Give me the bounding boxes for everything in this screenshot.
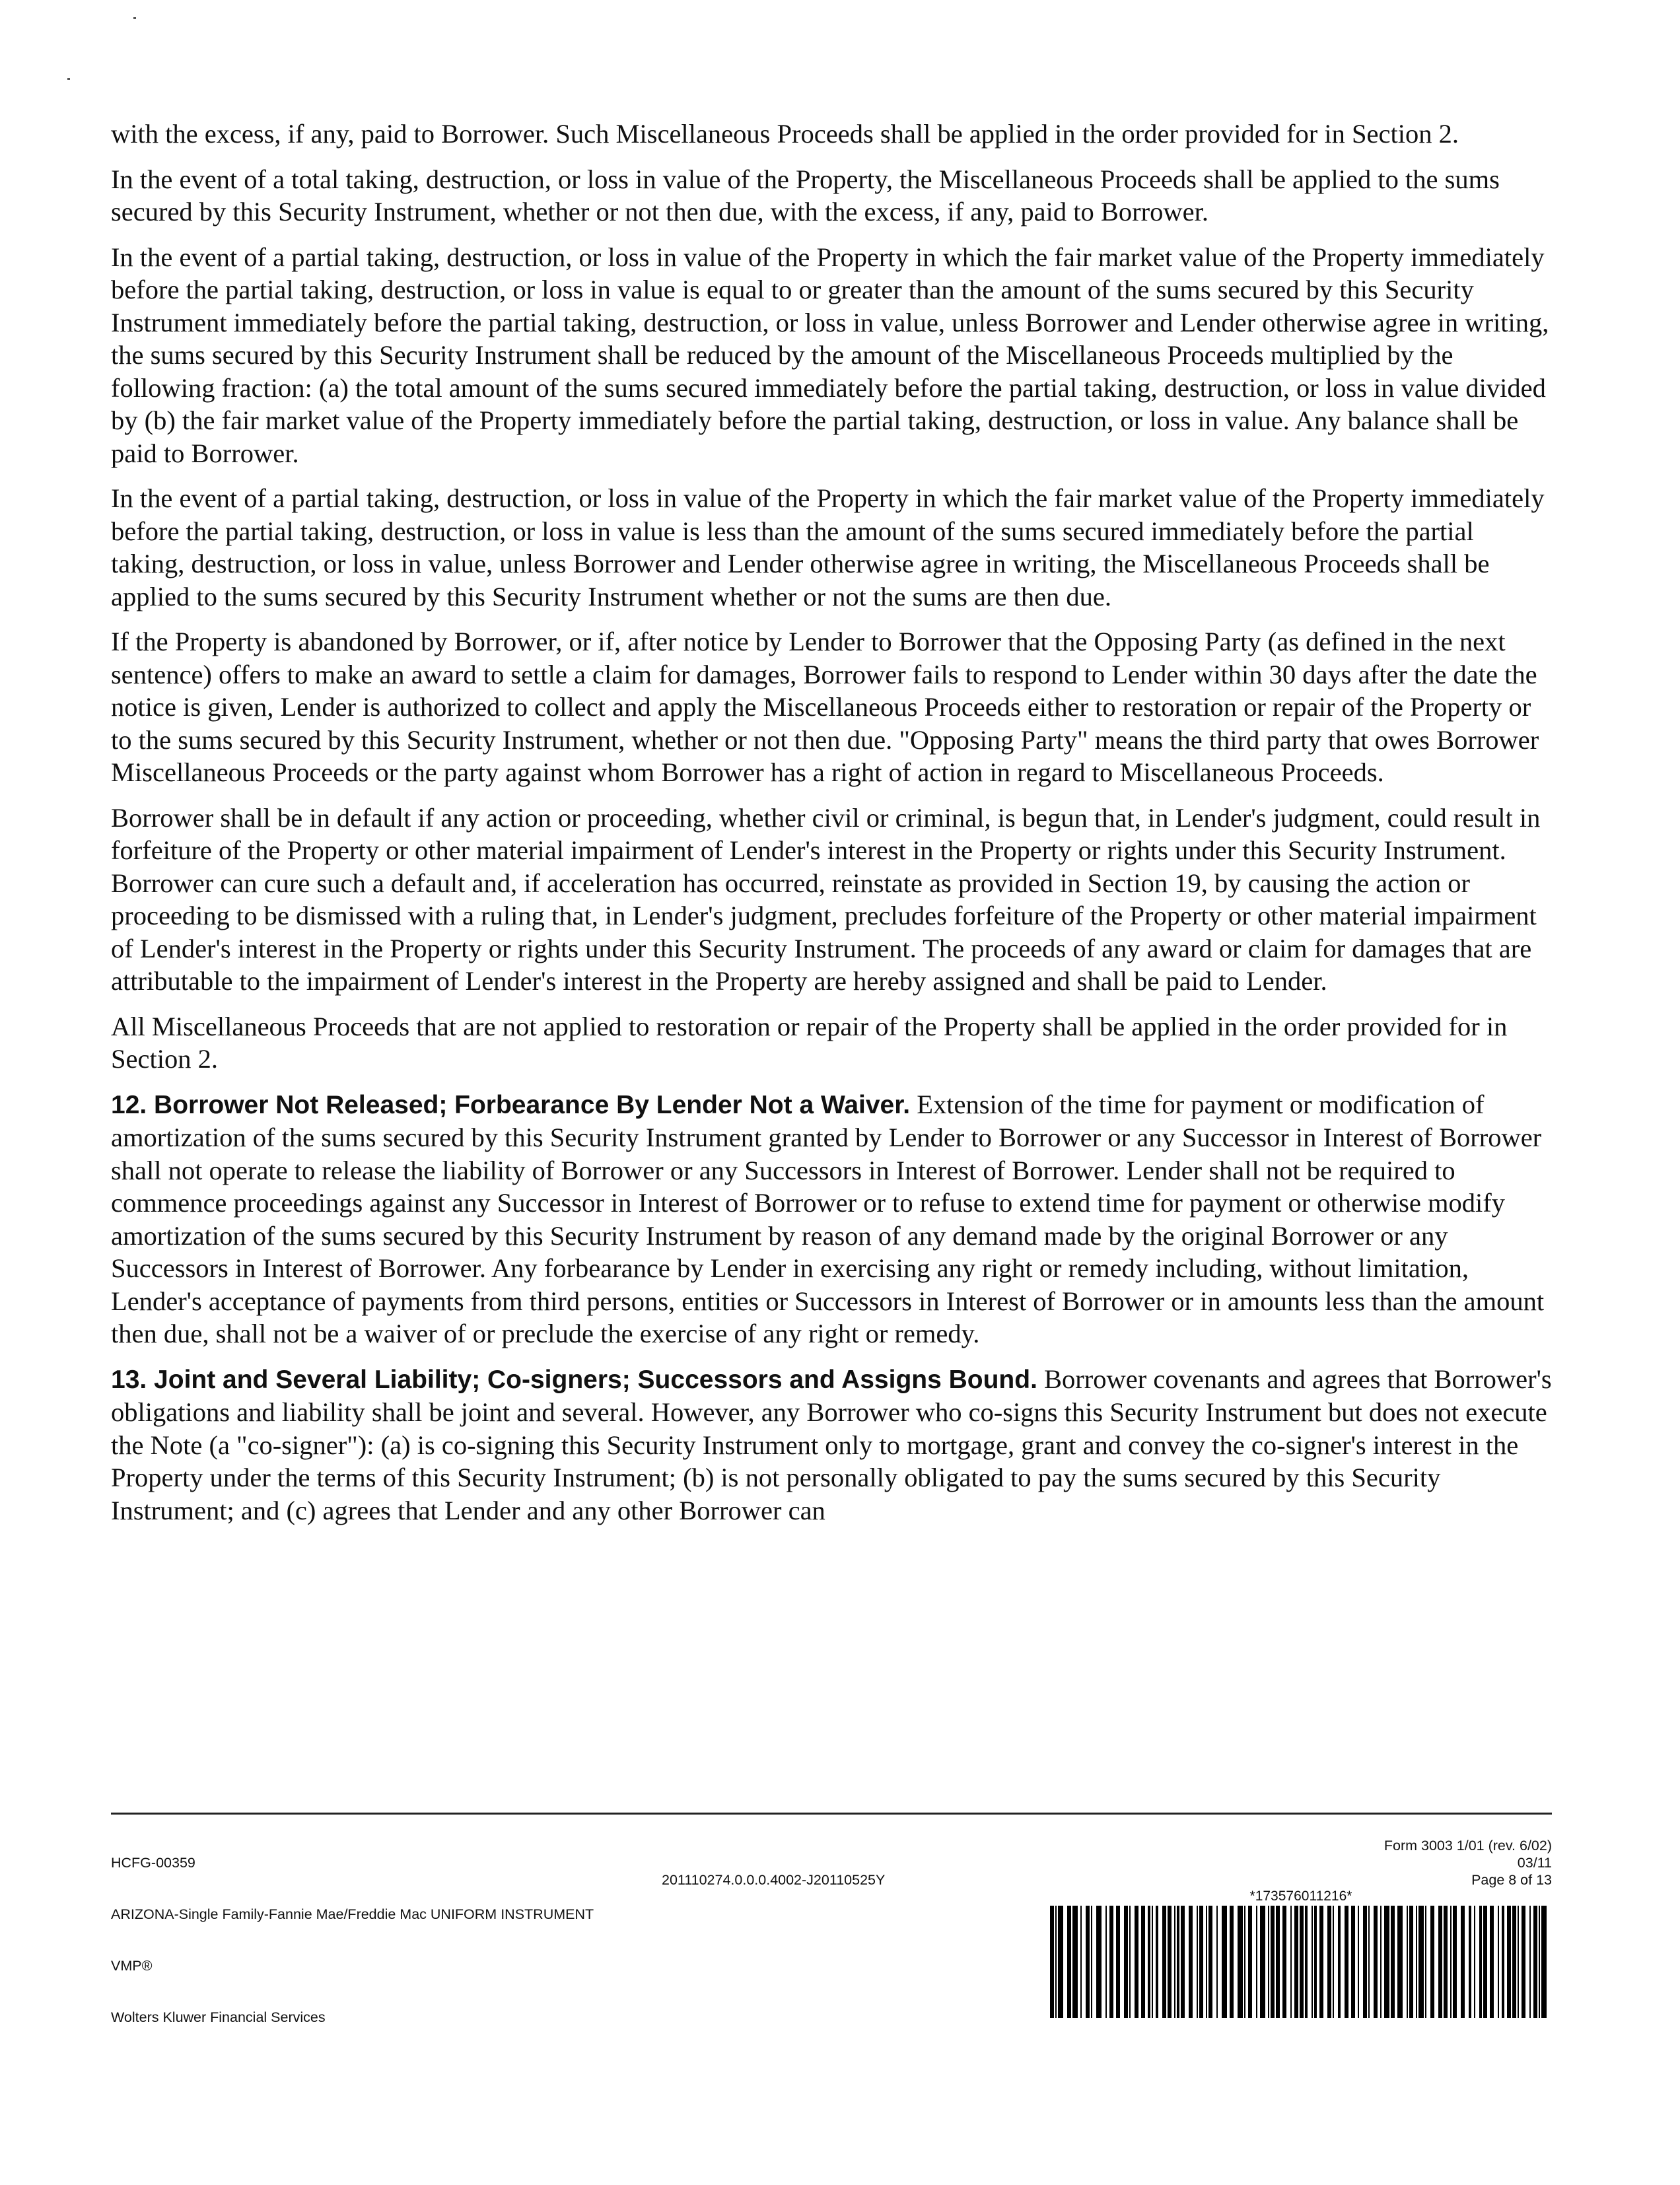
- barcode-bar: [1338, 1906, 1341, 2018]
- barcode-bar: [1216, 1906, 1218, 2018]
- barcode-bar: [1518, 1906, 1519, 2018]
- barcode-bar: [1276, 1906, 1280, 2018]
- barcode-bar: [1512, 1906, 1516, 2018]
- barcode-bar: [1319, 1906, 1323, 2018]
- paragraph: with the excess, if any, paid to Borrower. Such Miscellaneous Proceeds shall be applied in the order provided for in Section 2.: [111, 119, 1459, 149]
- section-13-title: 13. Joint and Several Liability; Co-signers; Successors and Assigns Bound.: [111, 1365, 1037, 1394]
- barcode-bar: [1391, 1906, 1395, 2018]
- barcode-bar: [1282, 1906, 1286, 2018]
- barcode-bar: [1300, 1906, 1304, 2018]
- barcode-bar: [1418, 1906, 1424, 2018]
- document-id: 201110274.0.0.0.4002-J20110525Y: [662, 1872, 886, 1888]
- paragraph: Borrower shall be in default if any action or proceeding, whether civil or criminal, is begun that, in Lender's judgment, could result in forfeiture of the Property or other material impairment of Lender's interest in the Property or rights under this Security Instrument. Borrower can cure such a default and, if acceleration has occurred, reinstate as provided in Section 19, by causing the action or proceeding to be dismissed with a ruling that, in Lender's judgment, precludes forfeiture of the Property or other material impairment of Lender's interest in the Property or rights under this Security Instrument. The proceeds of any award or claim for damages that are attributable to the impairment of Lender's interest in the Property are hereby assigned and shall be paid to Lender.: [111, 802, 1541, 996]
- barcode-bar: [1438, 1906, 1442, 2018]
- barcode-bar: [1416, 1906, 1417, 2018]
- footer-right: [1384, 1837, 1552, 1889]
- barcode-bar: [1529, 1906, 1531, 2018]
- barcode-bar: [1096, 1906, 1102, 2018]
- barcode-bar: [1256, 1906, 1257, 2018]
- barcode-bar: [1222, 1906, 1227, 2018]
- barcode-bar: [1230, 1906, 1234, 2018]
- barcode-bar: [1177, 1906, 1179, 2018]
- barcode-bar: [1522, 1906, 1525, 2018]
- barcode-bar: [1498, 1906, 1499, 2018]
- barcode-bar: [1086, 1906, 1090, 2018]
- barcode-bar: [1116, 1906, 1120, 2018]
- barcode-bar: [1238, 1906, 1243, 2018]
- paragraph: In the event of a partial taking, destruction, or loss in value of the Property in which the fair market value of the Property immediately before the partial taking, destruction, or loss in value is equal to or greater than the amount of the sums secured by this Security Instrument immediately before the partial taking, destruction, or loss in value, unless Borrower and Lender otherwise agree in writing, the sums secured by this Security Instrument shall be reduced by the amount of the Miscellaneous Proceeds multiplied by the following fraction: (a) the total amount of the sums secured immediately before the partial taking, destruction, or loss in value divided by (b) the fair market value of the Property immediately before the partial taking, destruction, or loss in value. Any balance shall be paid to Borrower.: [111, 242, 1549, 468]
- page-number: Page 8 of 13: [1471, 1872, 1552, 1888]
- barcode-bar: [1368, 1906, 1370, 2018]
- barcode-bar: [1058, 1906, 1063, 2018]
- barcode-bar: [1152, 1906, 1153, 2018]
- document-body: [111, 118, 1552, 1539]
- barcode-bar: [1129, 1906, 1131, 2018]
- barcode-bar: [1067, 1906, 1071, 2018]
- barcode-bar: [1502, 1906, 1504, 2018]
- barcode-bar: [1397, 1906, 1403, 2018]
- barcode-bar: [1469, 1906, 1471, 2018]
- barcode-bar: [1444, 1906, 1448, 2018]
- barcode-bar: [1425, 1906, 1426, 2018]
- barcode-bar: [1290, 1906, 1292, 2018]
- barcode-bar: [1407, 1906, 1408, 2018]
- barcode-bar: [1479, 1906, 1482, 2018]
- barcode-bar: [1327, 1906, 1331, 2018]
- barcode-bar: [1181, 1906, 1185, 2018]
- barcode-bar: [1333, 1906, 1334, 2018]
- barcode-bar: [1453, 1906, 1457, 2018]
- barcode-bar: [1055, 1906, 1057, 2018]
- barcode-bar: [1268, 1906, 1269, 2018]
- scan-speck: [133, 17, 136, 19]
- barcode-bar: [1358, 1906, 1359, 2018]
- barcode-bar: [1141, 1906, 1145, 2018]
- section-13-text: Borrower covenants and agrees that Borrower's obligations and liability shall be joint and several. However, any Borrower who co-signs this Security Instrument but does not execute the Note (a "co-signer"): (a) is co-signing this Security Instrument only to mortgage, grant and convey the co-signer's interest in the Property under the terms of this Security Instrument; (b) is not personally obligated to pay the sums secured by this Security Instrument; and (c) agrees that Lender and any other Borrower can: [111, 1364, 1552, 1525]
- barcode-bar: [1080, 1906, 1082, 2018]
- barcode-bar: [1072, 1906, 1078, 2018]
- barcode-bar: [1461, 1906, 1465, 2018]
- barcode-bar: [1260, 1906, 1265, 2018]
- barcode-bar: [1135, 1906, 1138, 2018]
- barcode-bar: [1312, 1906, 1313, 2018]
- barcode-bar: [1345, 1906, 1348, 2018]
- paragraph: In the event of a partial taking, destruction, or loss in value of the Property in which the fair market value of the Property immediately before the partial taking, destruction, or loss in value is less than the amount of the sums secured immediately before the partial taking, destruction, or loss in value, unless Borrower and Lender otherwise agree in writing, the Miscellaneous Proceeds shall be applied to the sums secured by this Security Instrument whether or not the sums are then due.: [111, 483, 1545, 611]
- barcode-bar: [1199, 1906, 1203, 2018]
- barcode-bar: [1374, 1906, 1378, 2018]
- barcode-bar: [1248, 1906, 1252, 2018]
- barcode-bar: [1105, 1906, 1107, 2018]
- barcode-bar: [1206, 1906, 1207, 2018]
- barcode-bar: [1539, 1906, 1540, 2018]
- barcode-bar: [1244, 1906, 1245, 2018]
- footer-divider: [111, 1813, 1552, 1815]
- paragraph: If the Property is abandoned by Borrower, or if, after notice by Lender to Borrower that the Opposing Party (as defined in the next sentence) offers to make an award to settle a claim for damages, Borrower fails to respond to Lender within 30 days after the date the notice is given, Lender is authorized to collect and apply the Miscellaneous Proceeds either to restoration or repair of the Property or to the sums secured by this Security Instrument, whether or not then due. "Opposing Party" means the third party that owes Borrower Miscellaneous Proceeds or the party against whom Borrower has a right of action in regard to Miscellaneous Proceeds.: [111, 627, 1539, 787]
- section-12-title: 12. Borrower Not Released; Forbearance By Lender Not a Waiver.: [111, 1090, 911, 1119]
- barcode-bar: [1050, 1906, 1054, 2018]
- barcode-bar: [1124, 1906, 1128, 2018]
- barcode-bar: [1533, 1906, 1537, 2018]
- barcode-bar: [1174, 1906, 1175, 2018]
- paragraph: In the event of a total taking, destruction, or loss in value of the Property, the Miscellaneous Proceeds shall be applied to the sums secured by this Security Instrument, whether or not then due, with the excess, if any, paid to Borrower.: [111, 164, 1500, 226]
- barcode-bar: [1409, 1906, 1413, 2018]
- barcode-bar: [1109, 1906, 1113, 2018]
- barcode-bar: [1363, 1906, 1367, 2018]
- barcode-bar: [1091, 1906, 1092, 2018]
- barcode-bars: [1050, 1906, 1552, 2018]
- barcode-number: *173576011216*: [1249, 1889, 1352, 1904]
- barcode-bar: [1507, 1906, 1511, 2018]
- barcode-bar: [1384, 1906, 1389, 2018]
- barcode-bar: [1430, 1906, 1434, 2018]
- barcode-bar: [1474, 1906, 1475, 2018]
- barcode-bar: [1162, 1906, 1166, 2018]
- barcode-bar: [1294, 1906, 1298, 2018]
- barcode-bar: [1156, 1906, 1158, 2018]
- barcode-bar: [1351, 1906, 1355, 2018]
- vmp-mark: VMP®: [111, 1958, 153, 1974]
- paragraph: All Miscellaneous Proceeds that are not applied to restoration or repair of the Property shall be applied in the order provided for in Section 2.: [111, 1011, 1508, 1074]
- barcode-bar: [1541, 1906, 1547, 2018]
- barcode-bar: [1314, 1906, 1317, 2018]
- section-13: [111, 1363, 1552, 1527]
- form-number: Form 3003 1/01 (rev. 6/02): [1383, 1838, 1552, 1854]
- barcode-bar: [1168, 1906, 1172, 2018]
- section-12: [111, 1088, 1552, 1350]
- barcode-bar: [1208, 1906, 1212, 2018]
- instrument-title: ARIZONA-Single Family-Fannie Mae/Freddie Mac UNIFORM INSTRUMENT: [111, 1906, 594, 1922]
- barcode-bar: [1483, 1906, 1487, 2018]
- barcode-bar: [1148, 1906, 1150, 2018]
- scan-speck: [67, 78, 70, 80]
- footer-left: [111, 1820, 594, 2060]
- barcode-bar: [1450, 1906, 1452, 2018]
- barcode-bar: [1305, 1906, 1308, 2018]
- barcode-bar: [1197, 1906, 1198, 2018]
- form-code: HCFG-00359: [111, 1855, 195, 1871]
- revision-date: 03/11: [1517, 1855, 1552, 1871]
- barcode-bar: [1189, 1906, 1193, 2018]
- barcode: [1050, 1889, 1552, 2021]
- section-12-text: Extension of the time for payment or modification of amortization of the sums secured by this Security Instrument granted by Lender to Borrower or any Successor in Interest of Borrower shall not operate to release the liability of Borrower or any Successors in Interest of Borrower. Lender shall not be required to commence proceedings against any Successor in Interest of Borrower or to refuse to extend time for payment or otherwise modify amortization of the sums secured by this Security Instrument by reason of any demand made by the original Borrower or any Successors in Interest of Borrower. Any forbearance by Lender in exercising any right or remedy including, without limitation, Lender's acceptance of payments from third persons, entities or Successors in Interest of Borrower or in amounts less than the amount then due, shall not be a waiver of or preclude the exercise of any right or remedy.: [111, 1089, 1545, 1348]
- barcode-bar: [1271, 1906, 1275, 2018]
- barcode-bar: [1490, 1906, 1494, 2018]
- publisher-name: Wolters Kluwer Financial Services: [111, 2009, 326, 2025]
- barcode-bar: [1380, 1906, 1382, 2018]
